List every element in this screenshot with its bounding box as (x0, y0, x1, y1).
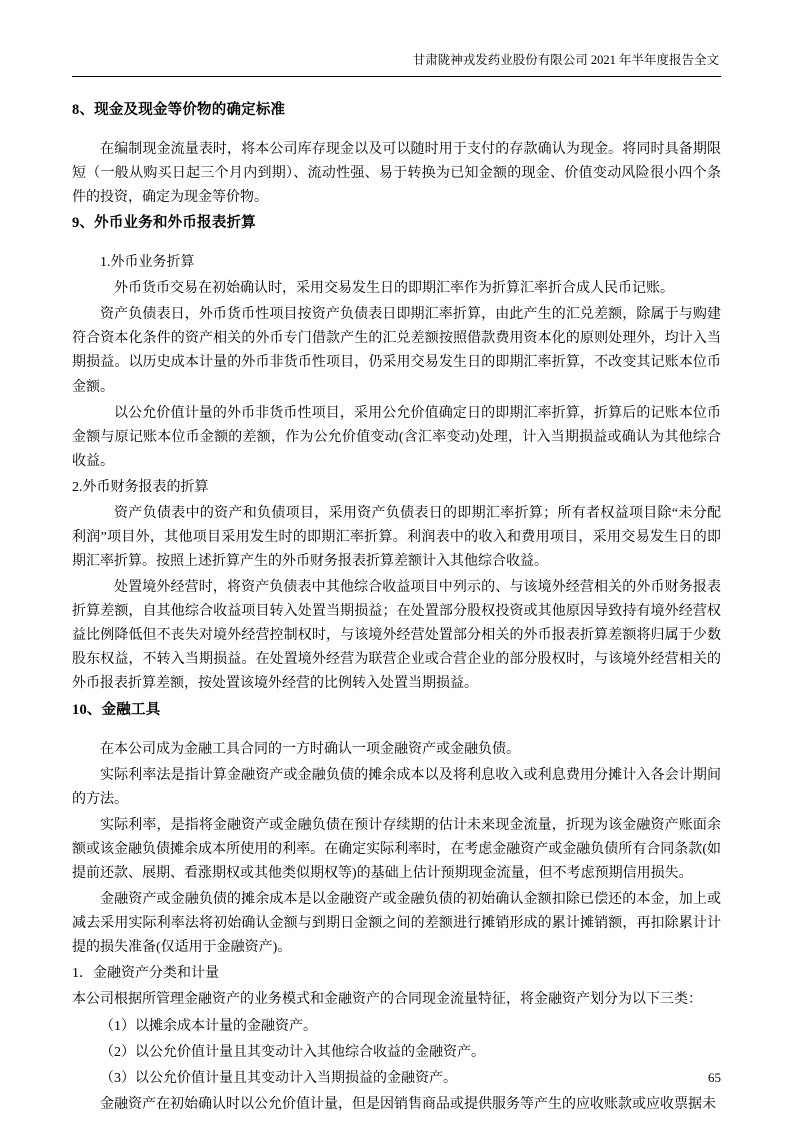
paragraph: 金融资产在初始确认时以公允价值计量，但是因销售商品或提供服务等产生的应收账款或应收票据未 (100, 1096, 716, 1112)
paragraph: （3）以公允价值计量且其变动计入当期损益的金融资产。 (100, 1070, 457, 1086)
page-number: 65 (708, 1070, 721, 1085)
section-heading-8: 8、现金及现金等价物的确定标准 (72, 101, 286, 118)
paragraph: 处置境外经营时，将资产负债表中其他综合收益项目中列示的、与该境外经营相关的外币财务报表折算差额，自其他综合收益项目转入处置当期损益；在处置部分股权投资或其他原因导致持有境外经营权益比例降低但不丧失对境外经营控制权时，与该境外经营处置部分相关的外币报表折算差额将归属于少数股东权益，不转入当期损益。在处置境外经营为联营企业或合营企业的部分股权时，与该境外经营相关的外币报表折算差额，按处置该境外经营的比例转入处置当期损益。 (72, 580, 721, 692)
paragraph: 在编制现金流量表时，将本公司库存现金以及可以随时用于支付的存款确认为现金。将同时具备期限短（一般从购买日起三个月内到期）、流动性强、易于转换为已知金额的现金、价值变动风险很小四个条件的投资，确定为现金等价物。 (72, 141, 721, 205)
paragraph: 在本公司成为金融工具合同的一方时确认一项金融资产或金融负债。 (100, 741, 520, 757)
paragraph: 外币货币交易在初始确认时，采用交易发生日的即期汇率作为折算汇率折合成人民币记账。 (114, 281, 674, 297)
paragraph: 实际利率法是指计算金融资产或金融负债的摊余成本以及将利息收入或利息费用分摊计入各会计期间的方法。 (72, 767, 721, 807)
paragraph: 资产负债表中的资产和负债项目，采用资产负债表日的即期汇率折算；所有者权益项目除“未分配利润”项目外，其他项目采用发生时的即期汇率折算。利润表中的收入和费用项目，采用交易发生日的即期汇率折算。按照上述折算产生的外币财务报表折算差额计入其他综合收益。 (72, 505, 721, 570)
paragraph: 实际利率，是指将金融资产或金融负债在预计存续期的估计未来现金流量，折现为该金融资产账面余额或该金融负债摊余成本所使用的利率。在确定实际利率时，在考虑金融资产或金融负债所有合同条款(如提前还款、展期、看涨期权或其他类似期权等)的基础上估计预期现金流量，但不考虑预期信用损失。 (72, 817, 721, 882)
section-heading-9: 9、外币业务和外币报表折算 (72, 214, 256, 231)
paragraph: 金融资产或金融负债的摊余成本是以金融资产或金融负债的初始确认金额扣除已偿还的本金，加上或减去采用实际利率法将初始确认金额与到期日金额之间的差额进行摊销形成的累计摊销额，再扣除累计计提的损失准备(仅适用于金融资产)。 (72, 892, 721, 956)
paragraph: （2）以公允价值计量且其变动计入其他综合收益的金融资产。 (100, 1044, 485, 1060)
paragraph: 资产负债表日，外币货币性项目按资产负债表日即期汇率折算，由此产生的汇兑差额，除属于与购建符合资本化条件的资产相关的外币专门借款产生的汇兑差额按照借款费用资本化的原则处理外，均计入当期损益。以历史成本计量的外币非货币性项目，仍采用交易发生日的即期汇率折算，不改变其记账本位币金额。 (72, 307, 721, 395)
paragraph: （1）以摊余成本计量的金融资产。 (100, 1018, 317, 1034)
paragraph: 以公允价值计量的外币非货币性项目，采用公允价值确定日的即期汇率折算，折算后的记账本位币金额与原记账本位币金额的差额，作为公允价值变动(含汇率变动)处理，计入当期损益或确认为其他综合收益。 (72, 405, 721, 469)
section-heading-10: 10、金融工具 (72, 701, 161, 718)
page-header: 甘肃陇神戎发药业股份有限公司 2021 年半年度报告全文 (412, 53, 719, 67)
paragraph: 本公司根据所管理金融资产的业务模式和金融资产的合同现金流量特征，将金融资产划分为以下三类： (72, 992, 702, 1008)
paragraph: 2.外币财务报表的折算 (72, 479, 209, 495)
paragraph: 1.外币业务折算 (100, 255, 195, 271)
paragraph: 1．金融资产分类和计量 (72, 966, 219, 982)
header-divider (72, 76, 721, 77)
